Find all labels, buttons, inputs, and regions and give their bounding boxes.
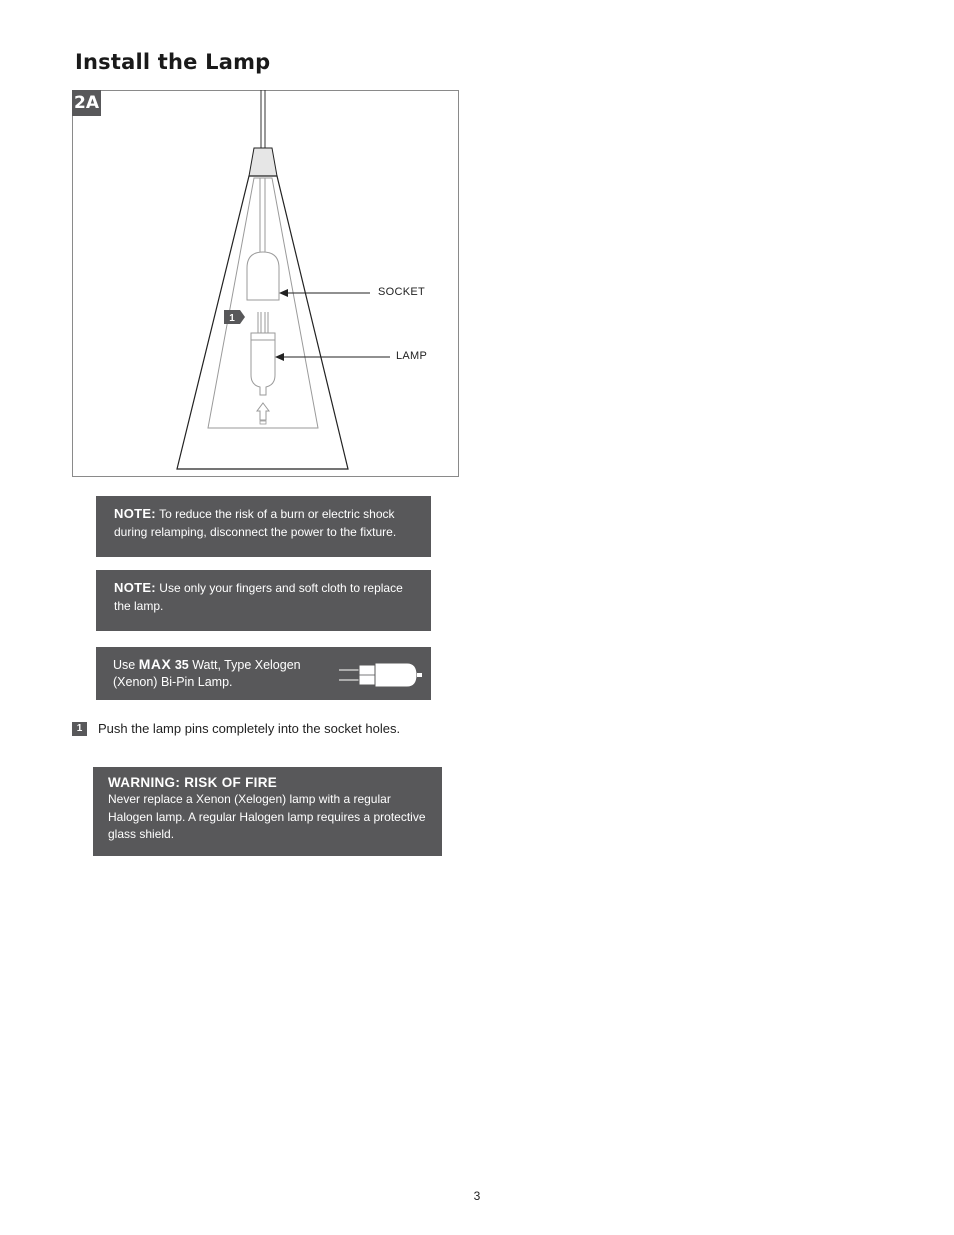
- step-marker-number: 1: [229, 313, 235, 324]
- step-text: Push the lamp pins completely into the socket holes.: [98, 721, 401, 736]
- warning-title: WARNING: RISK OF FIRE: [108, 775, 278, 790]
- warning-text: Never replace a Xenon (Xelogen) lamp with a regular Halogen lamp. A regular Halogen lamp requires a protective glass shield.: [108, 792, 426, 841]
- page-number: 3: [473, 1189, 481, 1203]
- note-handling: [96, 570, 431, 631]
- push-up-arrow: [257, 403, 269, 420]
- note-heading: NOTE:: [114, 580, 156, 595]
- figure-badge: 2A: [72, 90, 101, 116]
- step-instruction: [72, 721, 400, 736]
- socket-label: SOCKET: [378, 286, 426, 298]
- note-power: [96, 496, 431, 557]
- outer-shade: [177, 176, 348, 469]
- lamp-spec: [96, 647, 431, 700]
- note-text: Use only your fingers and soft cloth to replace the lamp.: [114, 581, 403, 613]
- lamp-spec-suffix: Watt, Type Xelogen (Xenon) Bi-Pin Lamp.: [113, 658, 301, 689]
- page-title: Install the Lamp: [75, 50, 271, 74]
- lamp-label: LAMP: [396, 350, 428, 362]
- shade-cap: [249, 148, 277, 176]
- lamp-shape: [251, 333, 275, 395]
- lamp-installation-diagram: [72, 90, 461, 479]
- step-number: 1: [72, 722, 87, 736]
- lamp-spec-prefix: Use: [113, 658, 136, 672]
- lamp-spec-watts: 35: [174, 658, 189, 672]
- note-heading: NOTE:: [114, 506, 156, 521]
- lamp-spec-max: MAX: [138, 656, 172, 672]
- socket-shape: [247, 252, 279, 300]
- bi-pin-lamp-icon: [339, 660, 425, 690]
- fire-warning: [93, 767, 442, 856]
- note-text: To reduce the risk of a burn or electric shock during relamping, disconnect the power to the fixture.: [114, 507, 397, 539]
